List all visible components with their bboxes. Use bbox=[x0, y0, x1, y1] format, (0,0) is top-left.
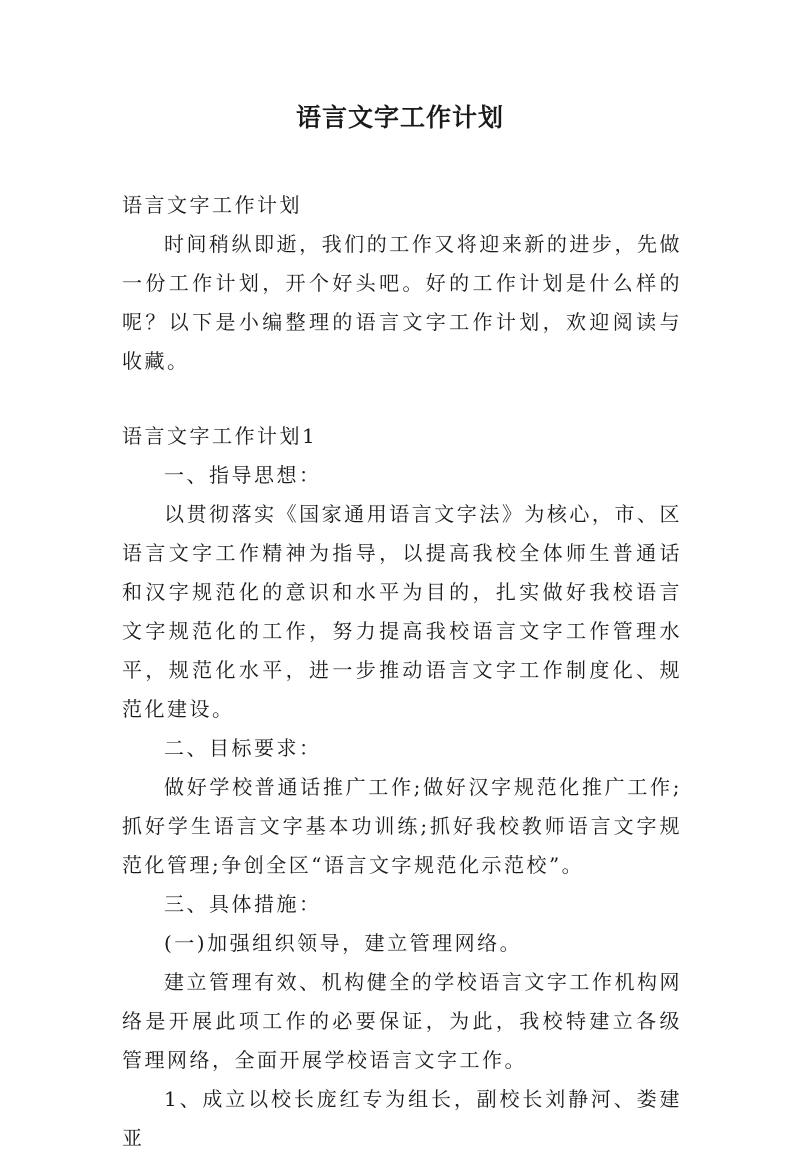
paragraph-spacer bbox=[122, 381, 682, 417]
document-title: 语言文字工作计划 bbox=[295, 103, 504, 132]
subheading-organization: (一)加强组织领导，建立管理网络。 bbox=[164, 931, 523, 955]
paragraph-organization: 建立管理有效、机构健全的学校语言文字工作机构网络是开展此项工作的必要保证，为此，我校特建立各级管理网络，全面开展学校语言文字工作。 bbox=[122, 970, 682, 1072]
document-subtitle: 语言文字工作计划 bbox=[122, 193, 302, 217]
section-title: 语言文字工作计划1 bbox=[122, 424, 318, 448]
intro-paragraph: 时间稍纵即逝，我们的工作又将迎来新的进步，先做一份工作计划，开个好头吧。好的工作计划是什么样的呢？以下是小编整理的语言文字工作计划，欢迎阅读与收藏。 bbox=[122, 232, 682, 373]
heading-measures: 三、具体措施： bbox=[164, 892, 322, 916]
paragraph-leadership-group: 1、成立以校长庞红专为组长，副校长刘静河、娄建亚 bbox=[122, 1087, 682, 1150]
heading-goals: 二、目标要求： bbox=[164, 736, 322, 760]
paragraph-goals: 做好学校普通话推广工作;做好汉字规范化推广工作;抓好学生语言文字基本功训练;抓好我校教师语言文字规范化管理;争创全区“语言文字规范化示范校”。 bbox=[122, 775, 682, 877]
paragraph-guiding-ideology: 以贯彻落实《国家通用语言文字法》为核心，市、区语言文字工作精神为指导，以提高我校全体师生普通话和汉字规范化的意识和水平为目的，扎实做好我校语言文字规范化的工作，努力提高我校语言文字工作管理水平，规范化水平，进一步推动语言文字工作制度化、规范化建设。 bbox=[122, 502, 682, 721]
document-body bbox=[122, 186, 682, 1158]
heading-guiding-ideology: 一、指导思想： bbox=[164, 463, 322, 487]
